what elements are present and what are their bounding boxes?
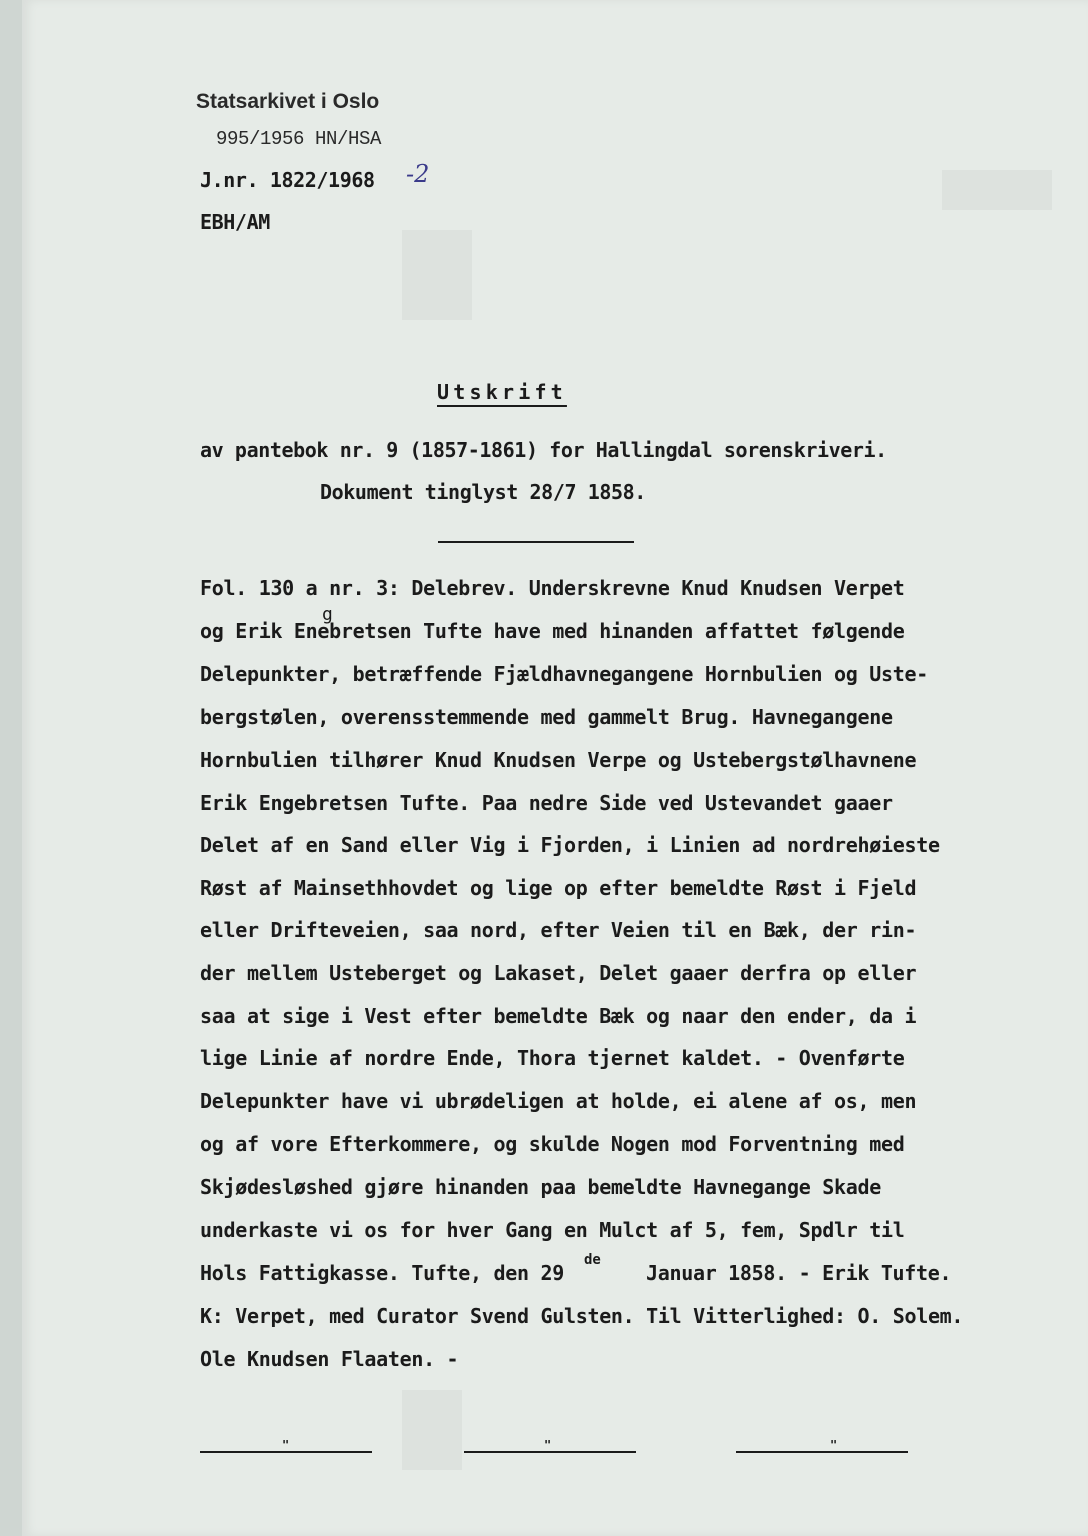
body-line: saa at sige i Vest efter bemeldte Bæk og naar den ender, da i [200,1004,917,1028]
subtitle-source: av pantebok nr. 9 (1857-1861) for Hallingdal sorenskriveri. [200,438,887,462]
ditto-mark: " [830,1438,838,1452]
body-line: Delepunkter, betræffende Fjældhavnegangene Hornbulien og Uste- [200,662,928,686]
body-line: Røst af Mainsethhovdet og lige op efter bemeldte Røst i Fjeld [200,876,917,900]
footer-rule-right [736,1451,908,1453]
initials: EBH/AM [200,210,270,234]
ditto-mark: " [544,1438,552,1452]
subtitle-registered: Dokument tinglyst 28/7 1858. [320,480,646,504]
body-line: Erik Engebretsen Tufte. Paa nedre Side ved Ustevandet gaaer [200,791,893,815]
body-line: Hols Fattigkasse. Tufte, den 29 [200,1261,564,1285]
body-line: og af vore Efterkommere, og skulde Nogen mod Forventning med [200,1132,905,1156]
ditto-mark: " [282,1438,290,1452]
body-line: bergstølen, overensstemmende med gammelt Brug. Havnegangene [200,705,893,729]
journal-handwritten-suffix: -2 [406,160,430,188]
journal-number: J.nr. 1822/1968 [200,168,375,192]
body-line: og Erik Enebretsen Tufte have med hinanden affattet følgende [200,619,905,643]
title-divider [438,541,634,543]
scan-edge [0,0,22,1536]
date-superscript: de [584,1252,601,1268]
body-line: Delepunkter have vi ubrødeligen at holde, ei alene af os, men [200,1089,917,1113]
archive-stamp: Statsarkivet i Oslo [196,90,380,113]
body-line-continuation: Januar 1858. - Erik Tufte. [646,1261,952,1285]
body-line: eller Drifteveien, saa nord, efter Veien til en Bæk, der rin- [200,918,917,942]
body-line: Ole Knudsen Flaaten. - [200,1347,459,1371]
show-through-mark [942,170,1052,210]
archive-reference: 995/1956 HN/HSA [216,128,382,150]
body-line: K: Verpet, med Curator Svend Gulsten. Til Vitterlighed: O. Solem. [200,1304,964,1328]
show-through-mark [402,230,472,320]
document-title: Utskrift [437,380,567,404]
body-line: lige Linie af nordre Ende, Thora tjernet kaldet. - Ovenførte [200,1046,905,1070]
body-line: underkaste vi os for hver Gang en Mulct af 5, fem, Spdlr til [200,1218,905,1242]
body-line: Hornbulien tilhører Knud Knudsen Verpe og Ustebergstølhavnene [200,748,917,772]
show-through-mark [402,1390,462,1470]
body-line: Delet af en Sand eller Vig i Fjorden, i Linien ad nordrehøieste [200,833,940,857]
body-line: Skjødesløshed gjøre hinanden paa bemeldte Havnegange Skade [200,1175,881,1199]
insertion-mark: g [322,604,333,625]
body-line: Fol. 130 a nr. 3: Delebrev. Underskrevne Knud Knudsen Verpet [200,576,905,600]
body-line: der mellem Usteberget og Lakaset, Delet gaaer derfra op eller [200,961,917,985]
